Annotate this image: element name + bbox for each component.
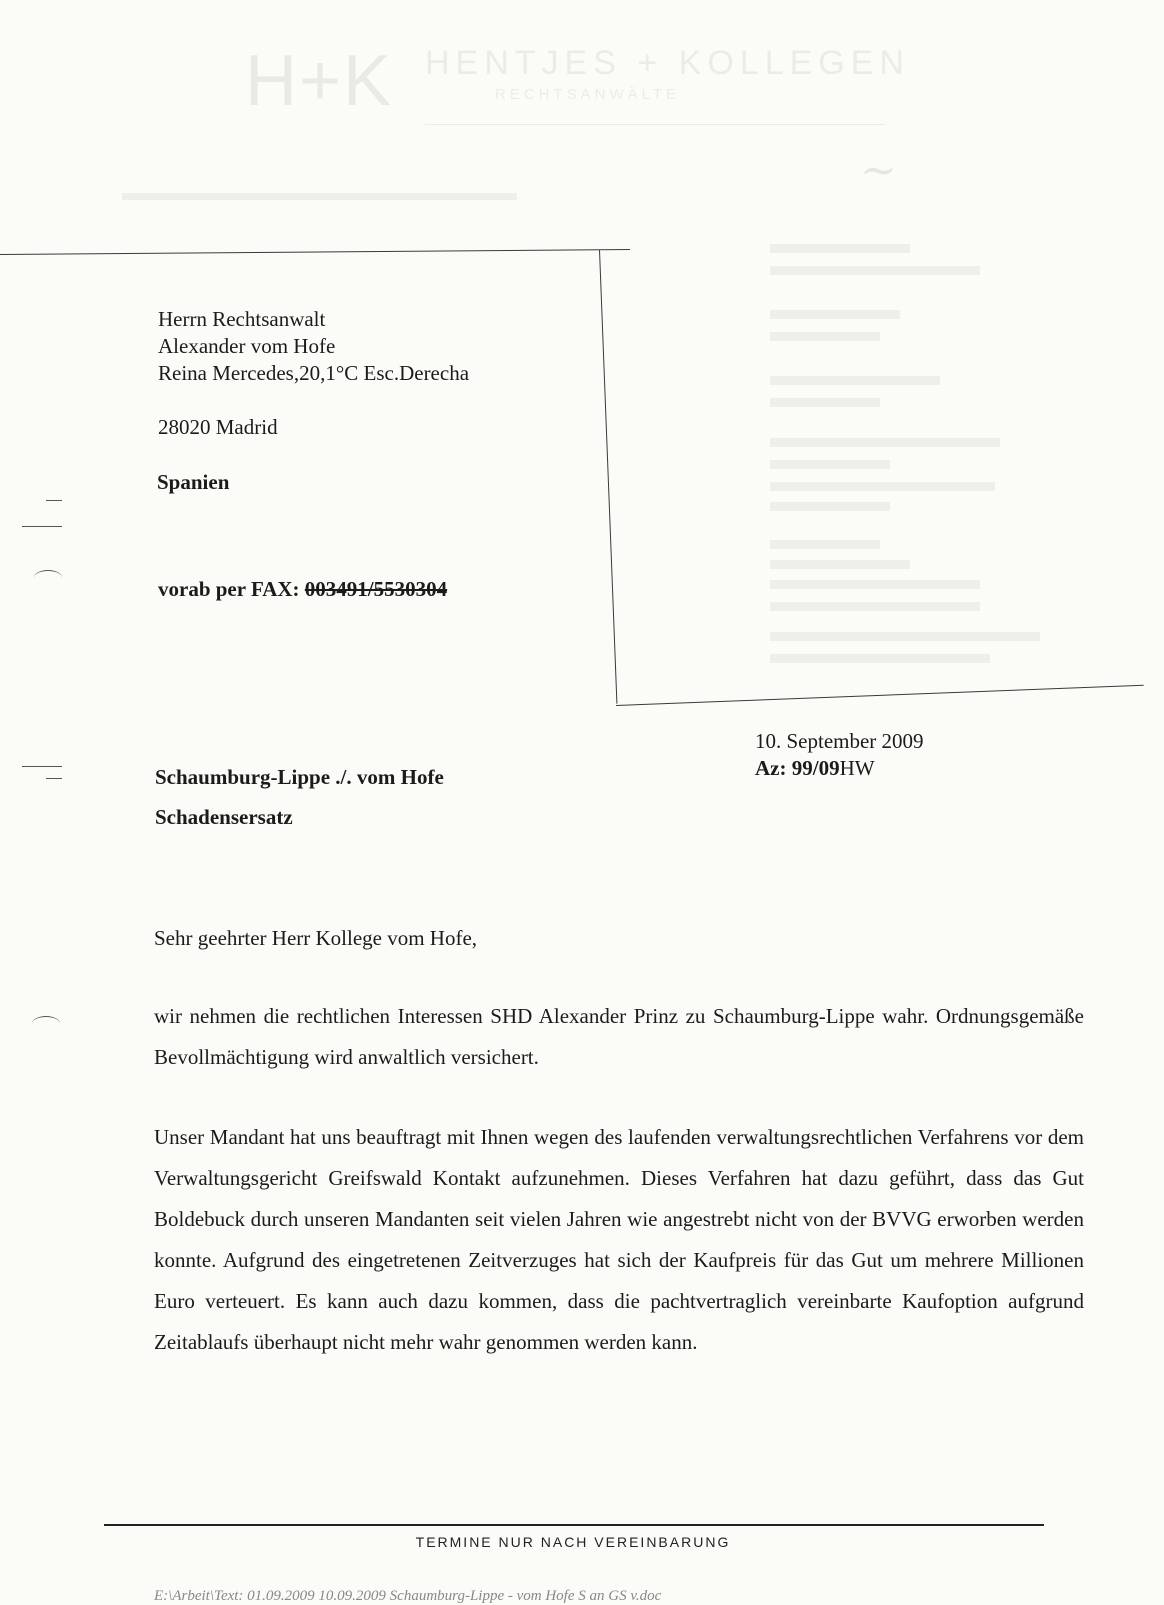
body-paragraph-1: wir nehmen die rechtlichen Interessen SHD Alexander Prinz zu Schaumburg-Lippe wahr. Ordnungsgemäße Bevollmächtigung wird anwaltlich versichert. xyxy=(154,1004,1084,1069)
firm-logo: H+K xyxy=(245,41,394,121)
faint-listing xyxy=(770,632,1040,641)
letterhead-rule xyxy=(425,124,885,125)
faint-listing xyxy=(770,654,990,663)
footer-file-path: E:\Arbeit\Text: 01.09.2009 10.09.2009 Schaumburg-Lippe - vom Hofe S an GS v.doc xyxy=(154,1588,662,1604)
faint-listing xyxy=(770,602,980,611)
margin-mark xyxy=(46,778,62,779)
footer-rule xyxy=(104,1524,1044,1526)
faint-listing xyxy=(770,398,880,407)
punch-hole-mark xyxy=(32,1016,60,1031)
punch-hole-mark xyxy=(34,570,62,585)
fax-line xyxy=(158,579,447,600)
footer-notice: TERMINE NUR NACH VEREINBARUNG xyxy=(415,1534,731,1550)
recipient-city: 28020 Madrid xyxy=(158,415,278,439)
faint-listing xyxy=(770,438,1000,447)
sender-address-line xyxy=(122,193,517,200)
faint-listing xyxy=(770,502,890,511)
recipient-title: Herrn Rechtsanwalt xyxy=(158,307,326,331)
firm-subtitle: RECHTSANWÄLTE xyxy=(495,86,681,103)
recipient-street: Reina Mercedes,20,1°C Esc.Derecha xyxy=(158,361,470,385)
body-paragraph-2: Unser Mandant hat uns beauftragt mit Ihnen wegen des laufenden verwaltungsrechtlichen Verfahrens vor dem Verwaltungsgericht Greifswald Kontakt aufzunehmen. Dieses Verfahren hat dazu geführt, dass das Gut Boldebuck durch unseren Mandanten seit vielen Jahren wie angestrebt nicht von der BVVG erworben werden konnte. Aufgrund des eingetretenen Zeitverzuges hat sich der Kaufpreis für das Gut um mehrere Millionen Euro verteuert. Es kann auch dazu kommen, dass die pachtvertraglich vereinbarte Kaufoption aufgrund Zeitablaufs überhaupt nicht mehr wahr genommen werden kann. xyxy=(154,1125,1084,1354)
faint-listing xyxy=(770,332,880,341)
reference-value: 99/09 xyxy=(791,756,840,780)
fold-line-top xyxy=(0,249,630,255)
recipient-country: Spanien xyxy=(157,470,230,494)
faint-listing xyxy=(770,580,980,589)
salutation: Sehr geehrter Herr Kollege vom Hofe, xyxy=(154,926,478,950)
reference-number xyxy=(755,758,875,779)
reference-label: Az: xyxy=(755,756,787,780)
fold-line-vertical xyxy=(599,250,617,704)
margin-mark xyxy=(22,766,62,767)
recipient-name: Alexander vom Hofe xyxy=(158,334,336,358)
fax-label: vorab per FAX: xyxy=(158,577,300,601)
faint-listing xyxy=(770,460,890,469)
fold-line-bottom xyxy=(616,685,1144,706)
faint-listing xyxy=(770,376,940,385)
faint-listing xyxy=(770,266,980,275)
handwritten-annotation: ~ xyxy=(860,145,897,196)
faint-listing xyxy=(770,310,900,319)
subject-line-1: Schaumburg-Lippe ./. vom Hofe xyxy=(155,765,444,789)
faint-listing xyxy=(770,482,995,491)
faint-listing xyxy=(770,560,910,569)
firm-name: HENTJES + KOLLEGEN xyxy=(425,44,910,82)
subject-line-2: Schadensersatz xyxy=(155,805,293,829)
letter-date: 10. September 2009 xyxy=(755,729,924,753)
margin-mark xyxy=(22,526,62,527)
faint-listing xyxy=(770,244,910,253)
reference-suffix: HW xyxy=(839,756,875,780)
fax-number: 003491/5530304 xyxy=(304,577,448,601)
margin-mark xyxy=(46,500,62,501)
faint-listing xyxy=(770,540,880,549)
